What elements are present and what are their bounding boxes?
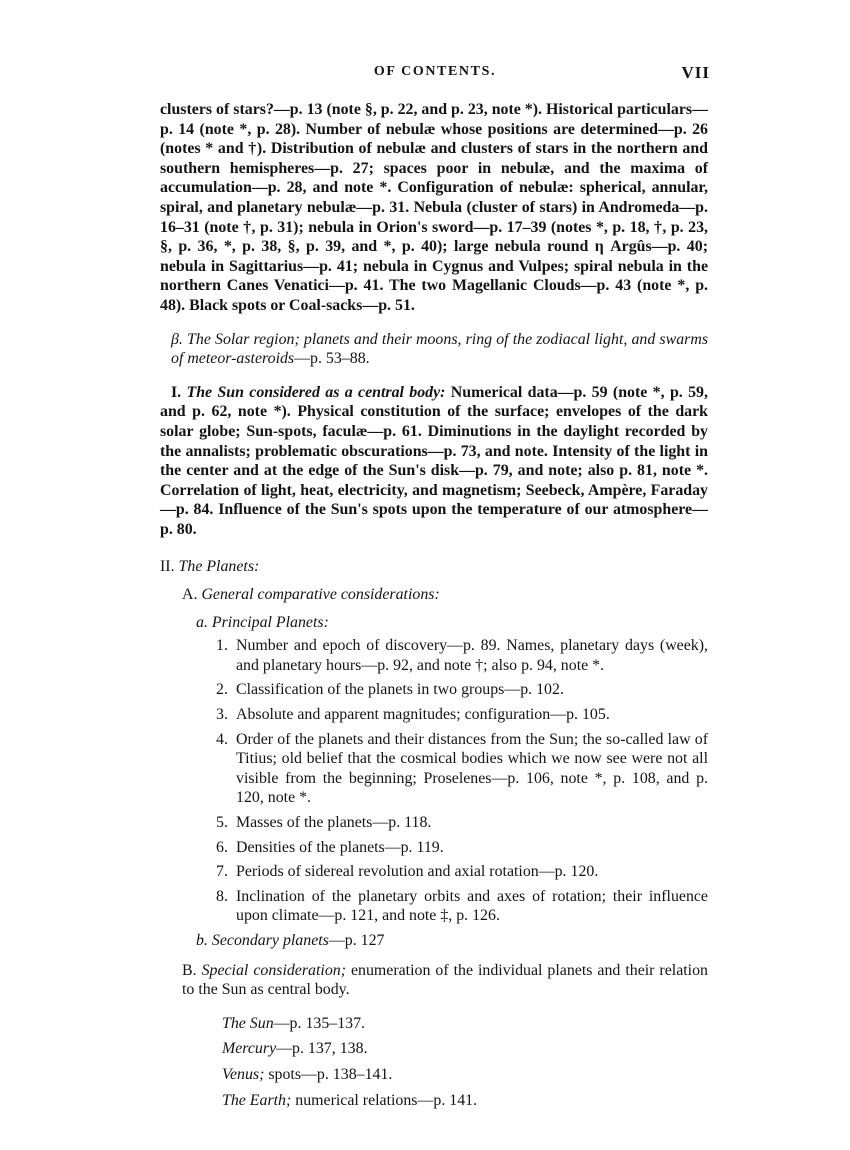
paragraph-sun-central-body: [160, 383, 708, 540]
heading-general-comparative: [160, 585, 708, 605]
list-item: [160, 862, 708, 882]
planet-entry: [160, 1091, 708, 1111]
list-item-text: Masses of the planets—p. 118.: [236, 814, 432, 831]
list-item-number: 6.: [216, 838, 228, 856]
planet-entry-name: Venus;: [222, 1065, 265, 1083]
running-head: [160, 64, 710, 86]
planet-entry-text: —p. 137, 138.: [276, 1040, 368, 1058]
planet-entry: [160, 1014, 708, 1034]
sun-central-body-text: Numerical data—p. 59 (note *, p. 59, and p. 62, note *). Physical constitution of the surface; envelopes of the dark solar globe; Sun-spots, faculæ—p. 61. Diminutions in the daylight recorded by the annalists; problematic obscurations—p. 73, and note. Intensity of the light in the center and at the edge of the Sun's disk—p. 79, and note; also p. 81, note *. Correlation of light, heat, electricity, and magnetism; Seebeck, Ampère, Faraday—p. 84. Influence of the Sun's spots upon the temperature of our atmosphere—p. 80.: [160, 383, 708, 538]
heading-general-title: General comparative considerations:: [201, 586, 440, 604]
planet-entry: [160, 1039, 708, 1059]
list-item-text: Classification of the planets in two groups—p. 102.: [236, 681, 564, 699]
page-number: VII: [681, 63, 710, 82]
list-item: [160, 887, 708, 926]
paragraph-nebulae-continuation: clusters of stars?—p. 13 (note §, p. 22, and p. 23, note *). Historical particulars—p. 14 (note *, p. 28). Number of nebulæ whose positions are determined—p. 26 (notes * and †). Distribution of nebulæ and clusters of stars in the northern and southern hemispheres—p. 27; spaces poor in nebulæ, and the maxima of accumulation—p. 28, and note *. Configuration of nebulæ: spherical, annular, spiral, and planetary nebulæ—p. 31. Nebula (cluster of stars) in Andromeda—p. 16–31 (note †, p. 31); nebula in Orion's sword—p. 17–39 (notes *, p. 18, †, p. 23, §, p. 36, *, p. 38, §, p. 39, and *, p. 40); large nebula round η Argûs—p. 40; nebula in Sagittarius—p. 41; nebula in Cygnus and Vulpes; spiral nebula in the northern Canes Venatici—p. 41. The two Magellanic Clouds—p. 43 (note *, p. 48). Black spots or Coal-sacks—p. 51.: [160, 101, 708, 314]
planet-entry: [160, 1065, 708, 1085]
list-item: [160, 730, 708, 808]
heading-principal-marker: a.: [196, 613, 208, 631]
list-item: [160, 813, 708, 833]
heading-secondary-title: Secondary planets: [211, 931, 329, 949]
planet-entry-name: The Sun: [222, 1014, 274, 1032]
list-item-number: 3.: [216, 706, 228, 724]
list-item-number: 2.: [216, 681, 228, 699]
heading-planets-title: The Planets:: [178, 558, 260, 576]
planet-entry-name: The Earth;: [222, 1091, 292, 1109]
heading-planets: [160, 557, 708, 577]
list-item: [160, 705, 708, 725]
planet-entry-text: numerical relations—p. 141.: [291, 1091, 478, 1109]
list-item: [160, 680, 708, 700]
list-item-number: 5.: [216, 814, 228, 831]
planet-entry-name: Mercury: [222, 1040, 277, 1058]
section-marker-beta: β.: [171, 330, 183, 348]
heading-secondary-marker: b.: [196, 931, 208, 949]
list-item-number: 7.: [216, 863, 228, 881]
paragraph-solar-region: [160, 330, 708, 369]
heading-general-marker: A.: [182, 586, 198, 604]
list-item-text: Absolute and apparent magnitudes; configuration—p. 105.: [236, 706, 610, 724]
list-item-text: Periods of sidereal revolution and axial rotation—p. 120.: [236, 863, 599, 881]
heading-special-text: enumeration of the individual planets and their relation to the Sun as central body.: [182, 961, 708, 999]
heading-planets-marker: II.: [160, 558, 175, 576]
contents-body: [160, 100, 708, 1110]
planet-entry-text: spots—p. 138–141.: [264, 1065, 393, 1083]
list-item: [160, 636, 708, 675]
heading-special-consideration: [160, 961, 708, 1000]
list-item: [160, 838, 708, 858]
heading-principal-planets: [160, 613, 708, 633]
list-item-text: Densities of the planets—p. 119.: [236, 838, 444, 856]
heading-secondary-pages: —p. 127: [328, 931, 385, 949]
planet-entry-text: —p. 135–137.: [273, 1014, 366, 1032]
heading-secondary-planets: [160, 931, 708, 951]
list-item-number: 4.: [216, 730, 228, 748]
solar-region-title: The Solar region; planets and their moons, ring of the zodiacal light, and swarms of meteor-asteroids: [171, 330, 708, 368]
running-head-title: OF CONTENTS.: [373, 64, 497, 79]
list-item-text: Order of the planets and their distances from the Sun; the so-called law of Titius; old belief that the cosmical bodies which we now see were not all visible from the beginning; Proselenes—p. 106, note *, p. 108, and p. 120, note *.: [236, 730, 708, 807]
heading-special-title: Special consideration;: [201, 961, 346, 979]
list-item-text: Number and epoch of discovery—p. 89. Names, planetary days (week), and planetary hours—p. 92, and note †; also p. 94, note *.: [236, 637, 708, 674]
heading-special-marker: B.: [182, 961, 197, 979]
list-item-number: 1.: [216, 637, 228, 655]
sun-central-body-title: The Sun considered as a central body:: [186, 383, 446, 401]
heading-principal-title: Principal Planets:: [211, 613, 329, 631]
list-item-text: Inclination of the planetary orbits and axes of rotation; their influence upon climate—p. 121, and note ‡, p. 126.: [236, 887, 708, 925]
list-item-number: 8.: [216, 887, 228, 905]
section-marker-i: I.: [171, 383, 182, 401]
solar-region-pages: —p. 53–88.: [294, 350, 370, 368]
